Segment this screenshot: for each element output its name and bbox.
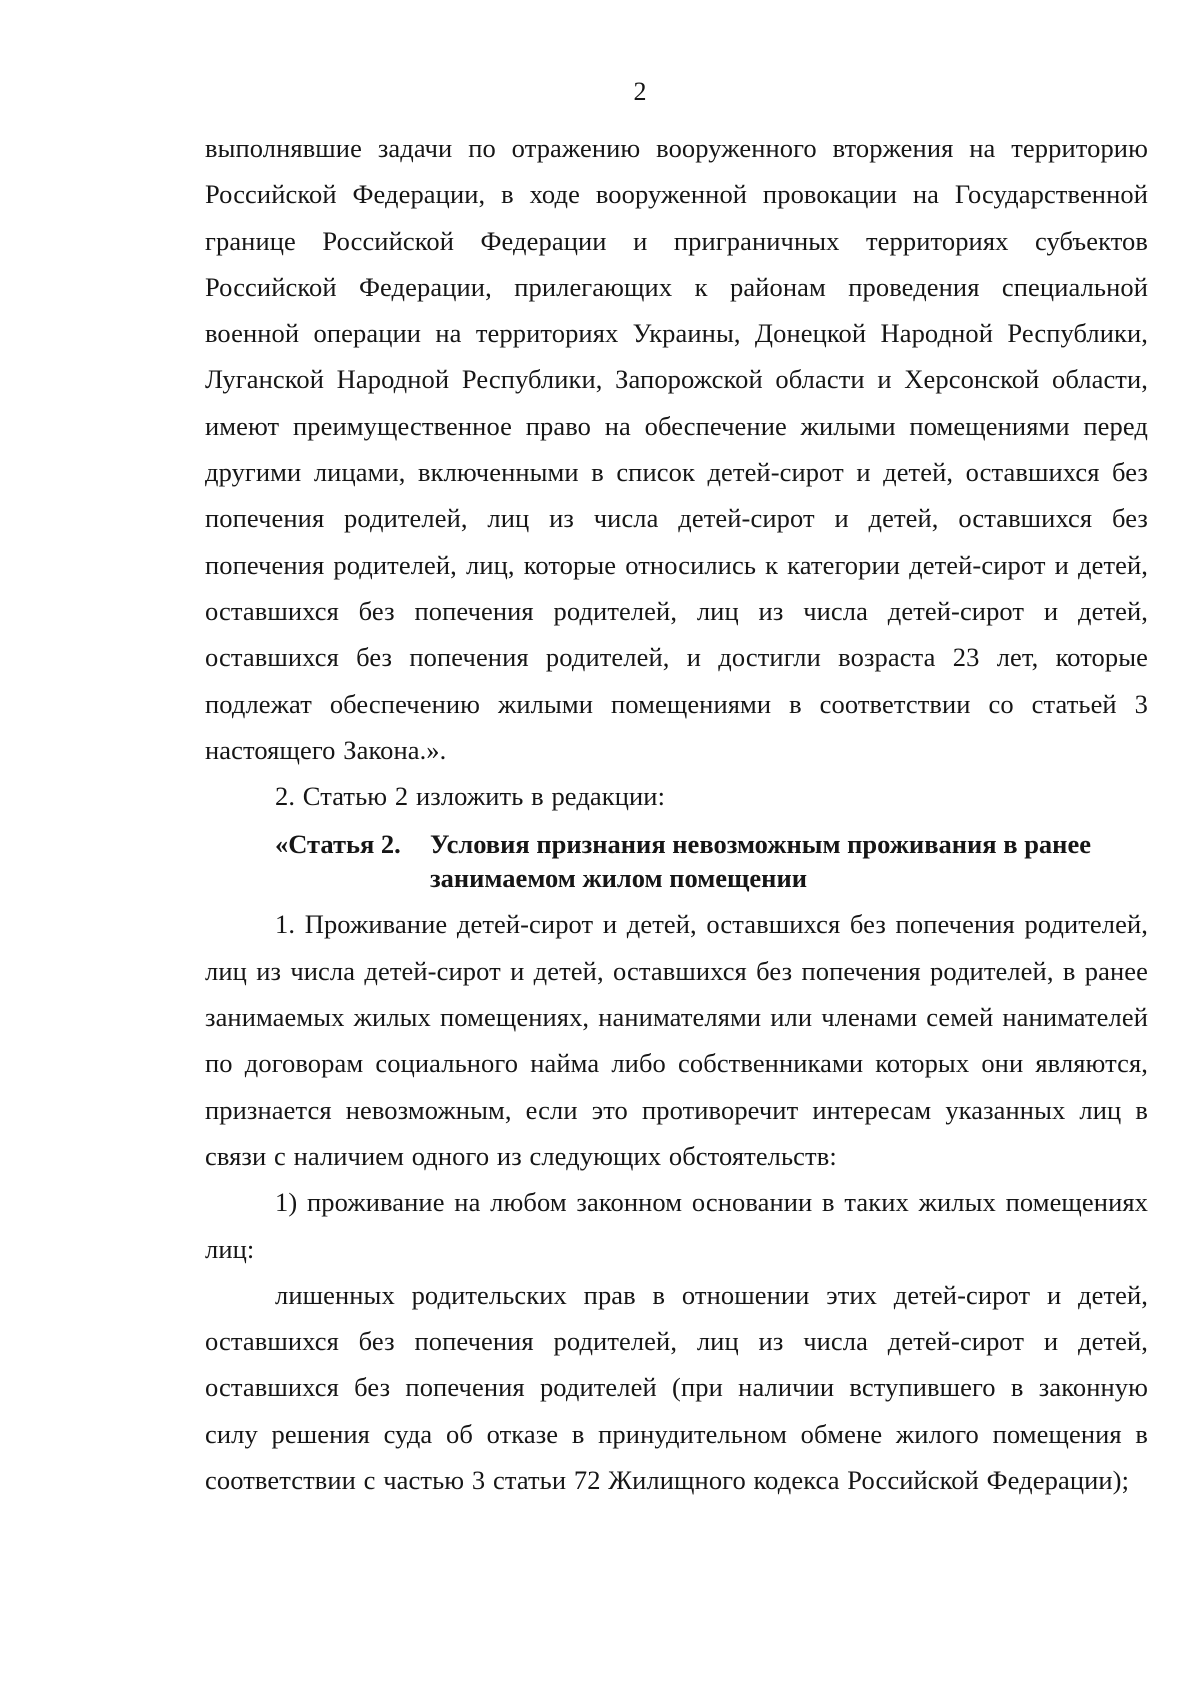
document-body [205, 125, 1148, 1503]
clause-1: 1. Проживание детей-сирот и детей, оставшихся без попечения родителей, лиц из числа детей-сирот и детей, оставшихся без попечения родителей, в ранее занимаемых жилых помещениях, нанимателями или членами семей нанимателей по договорам социального найма либо собственниками которых они являются, признается невозможным, если это противоречит интересам указанных лиц в связи с наличием одного из следующих обстоятельств: [205, 909, 1148, 1171]
article-title: Условия признания невозможным проживания в ранее занимаемом жилом помещении [430, 829, 1091, 894]
amendment-instruction: 2. Статью 2 изложить в редакции: [275, 781, 666, 812]
item-1: 1) проживание на любом законном основании в таких жилых помещениях лиц: [205, 1187, 1148, 1264]
article-heading [205, 827, 1148, 895]
article-number: «Статья 2. [275, 829, 401, 860]
intro-paragraph: выполнявшие задачи по отражению вооруженного вторжения на территорию Российской Федерации, в ходе вооруженной провокации на Государственной границе Российской Федерации и приграничных территориях субъектов Российской Федерации, прилегающих к районам проведения специальной военной операции на территориях Украины, Донецкой Народной Республики, Луганской Народной Республики, Запорожской области и Херсонской области, имеют преимущественное право на обеспечение жилыми помещениями перед другими лицами, включенными в список детей-сирот и детей, оставшихся без попечения родителей, лиц из числа детей-сирот и детей, оставшихся без попечения родителей, лиц, которые относились к категории детей-сирот и детей, оставшихся без попечения родителей, лиц из числа детей-сирот и детей, оставшихся без попечения родителей, и достигли возраста 23 лет, которые подлежат обеспечению жилыми помещениями в соответствии со статьей 3 настоящего Закона.». [205, 133, 1148, 765]
page-number: 2 [633, 77, 647, 106]
subitem-1: лишенных родительских прав в отношении этих детей-сирот и детей, оставшихся без попечения родителей, лиц из числа детей-сирот и детей, оставшихся без попечения родителей (при наличии вступившего в законную силу решения суда об отказе в принудительном обмене жилого помещения в соответствии с частью 3 статьи 72 Жилищного кодекса Российской Федерации); [205, 1279, 1148, 1496]
